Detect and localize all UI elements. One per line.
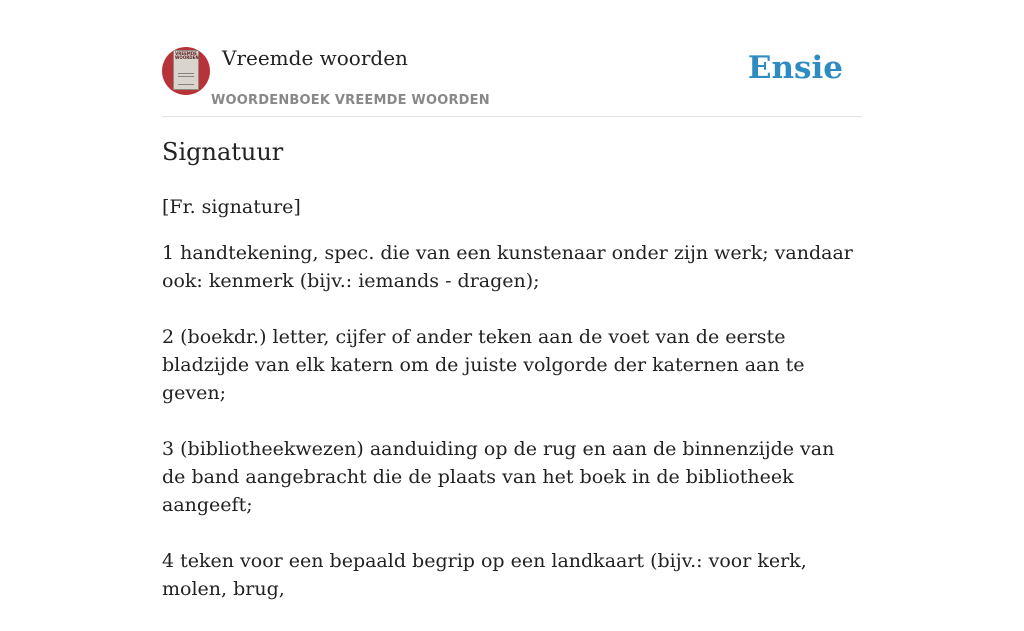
book-cover-thumbnail — [173, 50, 199, 90]
book-cover-line — [178, 76, 194, 77]
book-cover-line — [178, 73, 194, 74]
page — [162, 0, 862, 600]
site-title[interactable]: Vreemde woorden — [222, 46, 408, 70]
site-subtitle[interactable]: WOORDENBOEK VREEMDE WOORDEN — [211, 93, 490, 108]
definition-item: 2 (boekdr.) letter, cijfer of ander teken aan de voet van de eerste bladzijde van elk katern om de juiste volgorde der katernen aan te geven; — [162, 326, 805, 404]
book-cover-icon[interactable] — [162, 47, 210, 95]
ensie-logo[interactable]: Ensie — [747, 50, 843, 86]
definition-item: 3 (bibliotheekwezen) aanduiding op de rug en aan de binnenzijde van de band aangebracht die de plaats van het boek in de bibliotheek aangeeft; — [162, 438, 835, 516]
book-cover-line — [178, 84, 194, 85]
site-header — [162, 0, 862, 117]
definition-item: 1 handtekening, spec. die van een kunstenaar onder zijn werk; vandaar ook: kenmerk (bijv.: iemands - dragen); — [162, 242, 853, 292]
entry-term: Signatuur — [162, 138, 284, 166]
entry-etymology: [Fr. signature] — [162, 196, 301, 218]
definition-list — [162, 239, 862, 631]
definition-item: 4 teken voor een bepaald begrip op een landkaart (bijv.: voor kerk, molen, brug, — [162, 550, 807, 600]
book-cover-title: VREEMDE WOORDEN — [175, 51, 199, 60]
